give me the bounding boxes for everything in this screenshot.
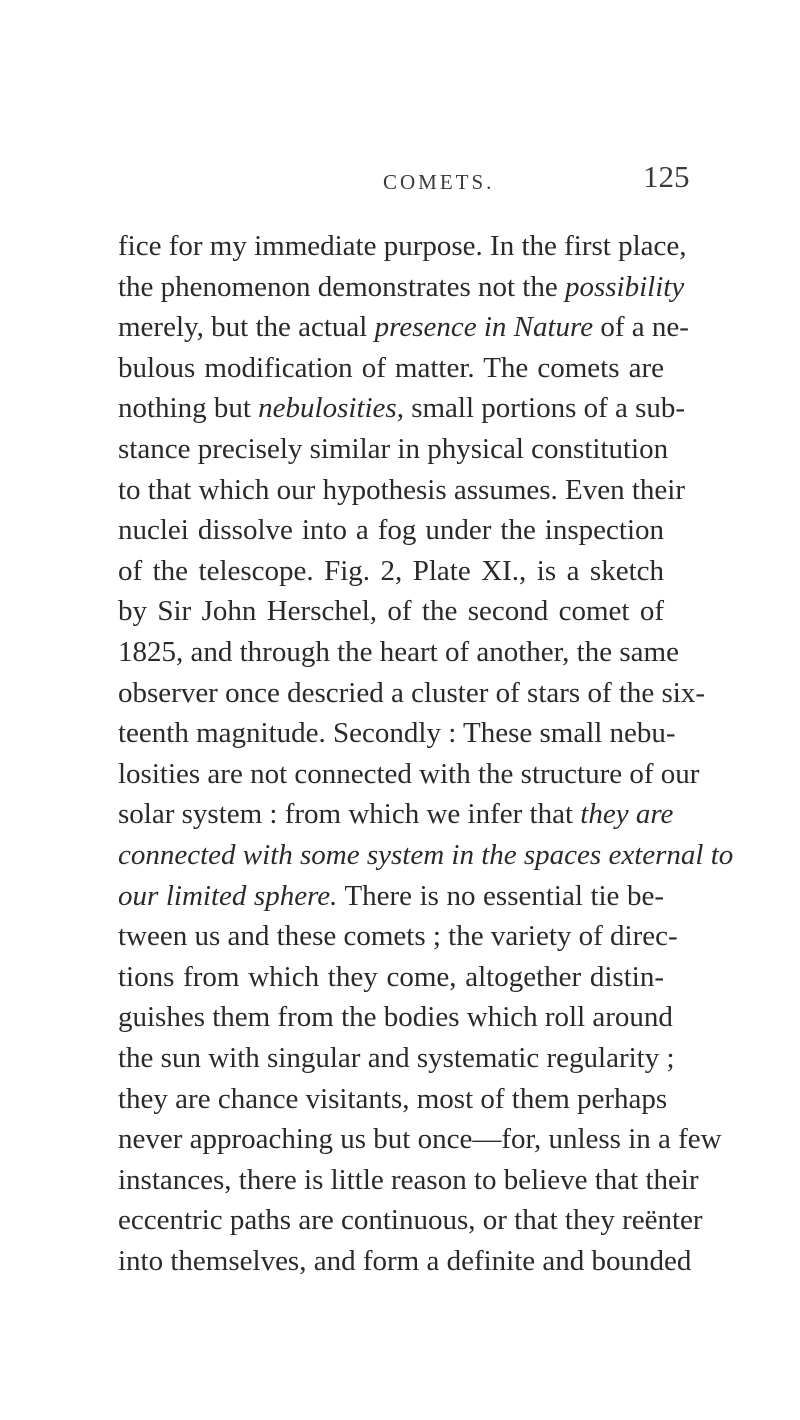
- text-line: [118, 309, 689, 345]
- text-line: [118, 675, 706, 711]
- page-number: 125: [643, 159, 690, 194]
- text-run: merely, but the actual: [118, 311, 375, 343]
- text-run: by Sir John Herschel, of the second comet of: [118, 595, 664, 627]
- text-run: nothing but: [118, 392, 259, 424]
- text-run: instances, there is little reason to believe that their: [118, 1164, 699, 1196]
- text-line: [118, 1040, 675, 1076]
- text-line: [118, 472, 686, 508]
- text-line: [118, 1121, 722, 1157]
- text-line: [118, 715, 676, 751]
- italic-text: they are: [580, 798, 674, 830]
- italic-text: connected with some system in the spaces external to: [118, 839, 734, 871]
- text-run: eccentric paths are continuous, or that they reënter: [118, 1204, 703, 1236]
- text-line: [118, 918, 678, 954]
- italic-text: our limited sphere.: [118, 880, 338, 912]
- text-run: , small portions of a sub-: [396, 392, 686, 424]
- text-run: never approaching us but once—for, unless in a few: [118, 1123, 722, 1155]
- text-line: [118, 756, 700, 792]
- running-title: COMETS.: [383, 170, 495, 194]
- text-line: [118, 837, 734, 873]
- text-run: to that which our hypothesis assumes. Even their: [118, 474, 686, 506]
- text-run: solar system : from which we infer that: [118, 798, 581, 830]
- text-run: of the telescope. Fig. 2, Plate XI., is a sketch: [118, 555, 664, 587]
- text-run: guishes them from the bodies which roll around: [118, 1001, 673, 1033]
- text-run: of a ne-: [593, 311, 689, 343]
- text-run: teenth magnitude. Secondly : These small nebu-: [118, 717, 676, 749]
- text-run: observer once descried a cluster of stars of the six-: [118, 677, 706, 709]
- text-line: [118, 1162, 699, 1198]
- text-line: [118, 959, 664, 995]
- text-run: they are chance visitants, most of them perhaps: [118, 1083, 668, 1115]
- text-line: [118, 593, 664, 629]
- italic-text: possibility: [564, 271, 685, 303]
- text-line: [118, 228, 687, 264]
- text-run: bulous modification of matter. The comets are: [118, 352, 664, 384]
- text-run: stance precisely similar in physical constitution: [118, 433, 669, 465]
- text-line: [118, 431, 669, 467]
- text-line: [118, 350, 664, 386]
- text-line: [118, 878, 664, 914]
- text-line: [118, 796, 674, 832]
- text-run: into themselves, and form a definite and bounded: [118, 1245, 692, 1277]
- text-line: [118, 1202, 703, 1238]
- text-run: tween us and these comets ; the variety of direc-: [118, 920, 678, 952]
- text-line: [118, 553, 664, 589]
- italic-text: presence in Nature: [374, 311, 594, 343]
- text-line: [118, 1081, 668, 1117]
- text-line: [118, 1243, 692, 1279]
- text-run: nuclei dissolve into a fog under the inspection: [118, 514, 664, 546]
- text-line: [118, 634, 679, 670]
- text-run: fice for my immediate purpose. In the first place,: [118, 230, 687, 262]
- text-run: tions from which they come, altogether distin-: [118, 961, 664, 993]
- text-line: [118, 512, 664, 548]
- text-run: losities are not connected with the structure of our: [118, 758, 700, 790]
- text-run: the sun with singular and systematic regularity ;: [118, 1042, 675, 1074]
- text-line: [118, 269, 685, 305]
- text-run: 1825, and through the heart of another, the same: [118, 636, 679, 668]
- text-run: the phenomenon demonstrates not the: [118, 271, 565, 303]
- italic-text: nebulosities: [258, 392, 397, 424]
- text-line: [118, 999, 673, 1035]
- text-line: [118, 390, 686, 426]
- text-run: There is no essential tie be-: [337, 880, 664, 912]
